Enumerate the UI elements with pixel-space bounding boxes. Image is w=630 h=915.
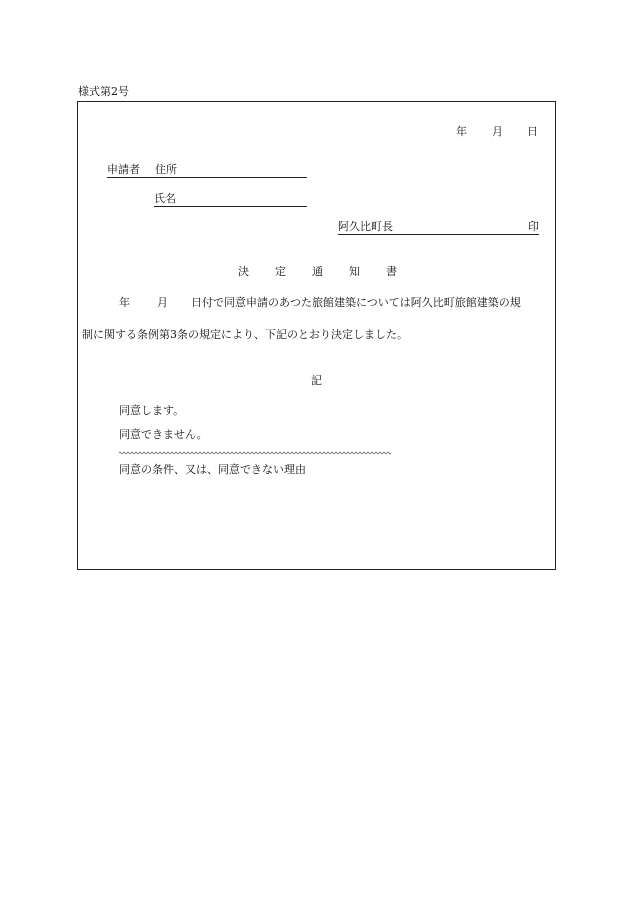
option-disagree[interactable]: 同意できません。 xyxy=(119,428,208,441)
body-line1-text: 日付で同意申請のあつた旅館建築については阿久比町旅館建築の規 xyxy=(191,296,521,309)
body-text-line-2: 制に関する条例第3条の規定により、下記のとおり決定しました。 xyxy=(82,328,408,341)
conditions-label: 同意の条件、又は、同意できない理由 xyxy=(119,463,306,476)
option-agree[interactable]: 同意します。 xyxy=(119,404,185,417)
date-month-label: 月 xyxy=(492,125,503,138)
mayor-title: 阿久比町長 xyxy=(338,220,393,233)
body-month-label: 月 xyxy=(157,296,168,309)
title-char: 決 xyxy=(238,265,249,278)
body-year-label: 年 xyxy=(119,296,130,309)
mayor-signature-line xyxy=(338,221,539,235)
date-day-label: 日 xyxy=(527,125,538,138)
title-char: 定 xyxy=(275,265,286,278)
applicant-address-field[interactable] xyxy=(107,164,307,178)
seal-mark: 印 xyxy=(528,220,539,233)
date-year-label: 年 xyxy=(456,125,467,138)
title-char: 書 xyxy=(386,265,397,278)
form-number: 様式第2号 xyxy=(78,85,129,98)
note-heading: 記 xyxy=(311,374,322,387)
applicant-name-field[interactable] xyxy=(154,193,307,207)
applicant-label: 申請者 xyxy=(107,163,140,176)
address-label: 住所 xyxy=(155,163,177,176)
name-label: 氏名 xyxy=(154,192,176,205)
title-char: 通 xyxy=(312,265,323,278)
wavy-divider xyxy=(119,451,391,455)
title-char: 知 xyxy=(349,265,360,278)
body-text-line-1 xyxy=(119,297,521,308)
document-title xyxy=(78,266,557,277)
